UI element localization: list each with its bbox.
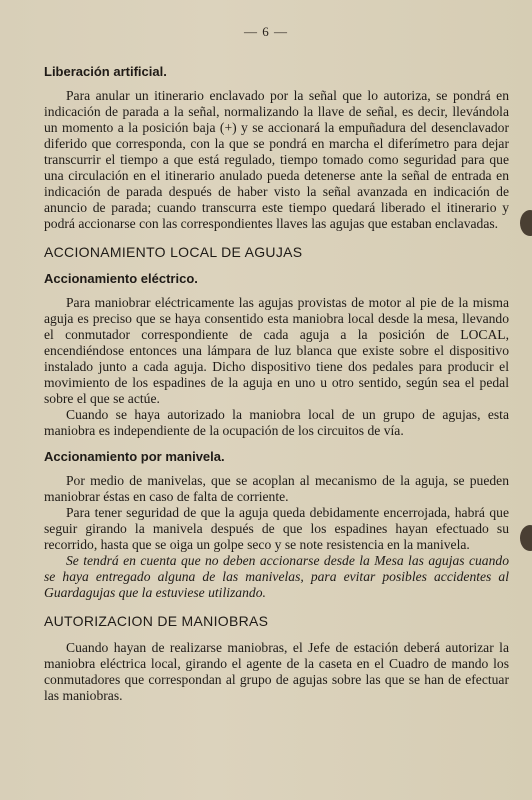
section-title-liberacion: Liberación artificial. [44,64,167,79]
page-number: — 6 — [244,24,288,39]
section-title-electrico: Accionamiento eléctrico. [44,271,198,286]
page-content [44,64,509,704]
paragraph: Para anular un itinerario enclavado por la señal que lo autoriza, se pondrá en indicación de parada a la señal, normalizando la llave de señal, es decir, llevándola un momento a la posición baja (+) y se accionará la empuñadura del desenclavador diferido que corresponda, con la que se pondrá en marcha el diferímetro para dejar transcurrir el tiempo a que está regulado, tiempo tomado como seguridad para que una circulación en el itinerario anulado pueda detenerse ante la señal de entrada en indicación de parada después de haber visto la señal avanzada en indicación de anuncio de parada; cuando transcurra este tiempo quedará liberado el itinerario y podrá accionarse con las correspondientes llaves las agujas que estaban enclavadas. [44,88,509,231]
paragraph: Para maniobrar eléctricamente las agujas provistas de motor al pie de la misma aguja es preciso que se haya consentido esta maniobra local desde la mesa, llevando el conmutador correspondiente de cada aguja a la posición de LOCAL, encendiéndose entonces una lámpara de luz blanca que existe sobre el dispositivo instalado junto a cada aguja. Dicho dispositivo tiene dos pedales para producir el movimiento de los espadines de la aguja en uno u otro sentido, según sea el pedal sobre el que se actúe. [44,295,509,406]
paragraph: Para tener seguridad de que la aguja queda debidamente encerrojada, habrá que seguir girando la manivela después de que los espadines hayan efectuado su recorrido, hasta que se oiga un golpe seco y se note resistencia en la manivela. [44,505,509,552]
heading-accionamiento-local: ACCIONAMIENTO LOCAL DE AGUJAS [44,244,303,260]
binding-hole [520,525,532,551]
paragraph: Cuando se haya autorizado la maniobra local de un grupo de agujas, esta maniobra es independiente de la ocupación de los circuitos de vía. [44,407,509,438]
binding-hole [520,210,532,236]
section-title-manivela: Accionamiento por manivela. [44,449,225,464]
paragraph: Por medio de manivelas, que se acoplan al mecanismo de la aguja, se pueden maniobrar éstas en caso de falta de corriente. [44,473,509,504]
paragraph: Cuando hayan de realizarse maniobras, el Jefe de estación deberá autorizar la maniobra eléctrica local, girando el agente de la caseta en el Cuadro de mando los conmutadores que correspondan al grupo de agujas sobre las que se han de efectuar las maniobras. [44,640,509,703]
paragraph-italic-note: Se tendrá en cuenta que no deben accionarse desde la Mesa las agujas cuando se haya entregado alguna de las manivelas, para evitar posibles accidentes al Guardagujas que la estuviese utilizando. [44,553,509,600]
heading-autorizacion: AUTORIZACION DE MANIOBRAS [44,613,269,629]
